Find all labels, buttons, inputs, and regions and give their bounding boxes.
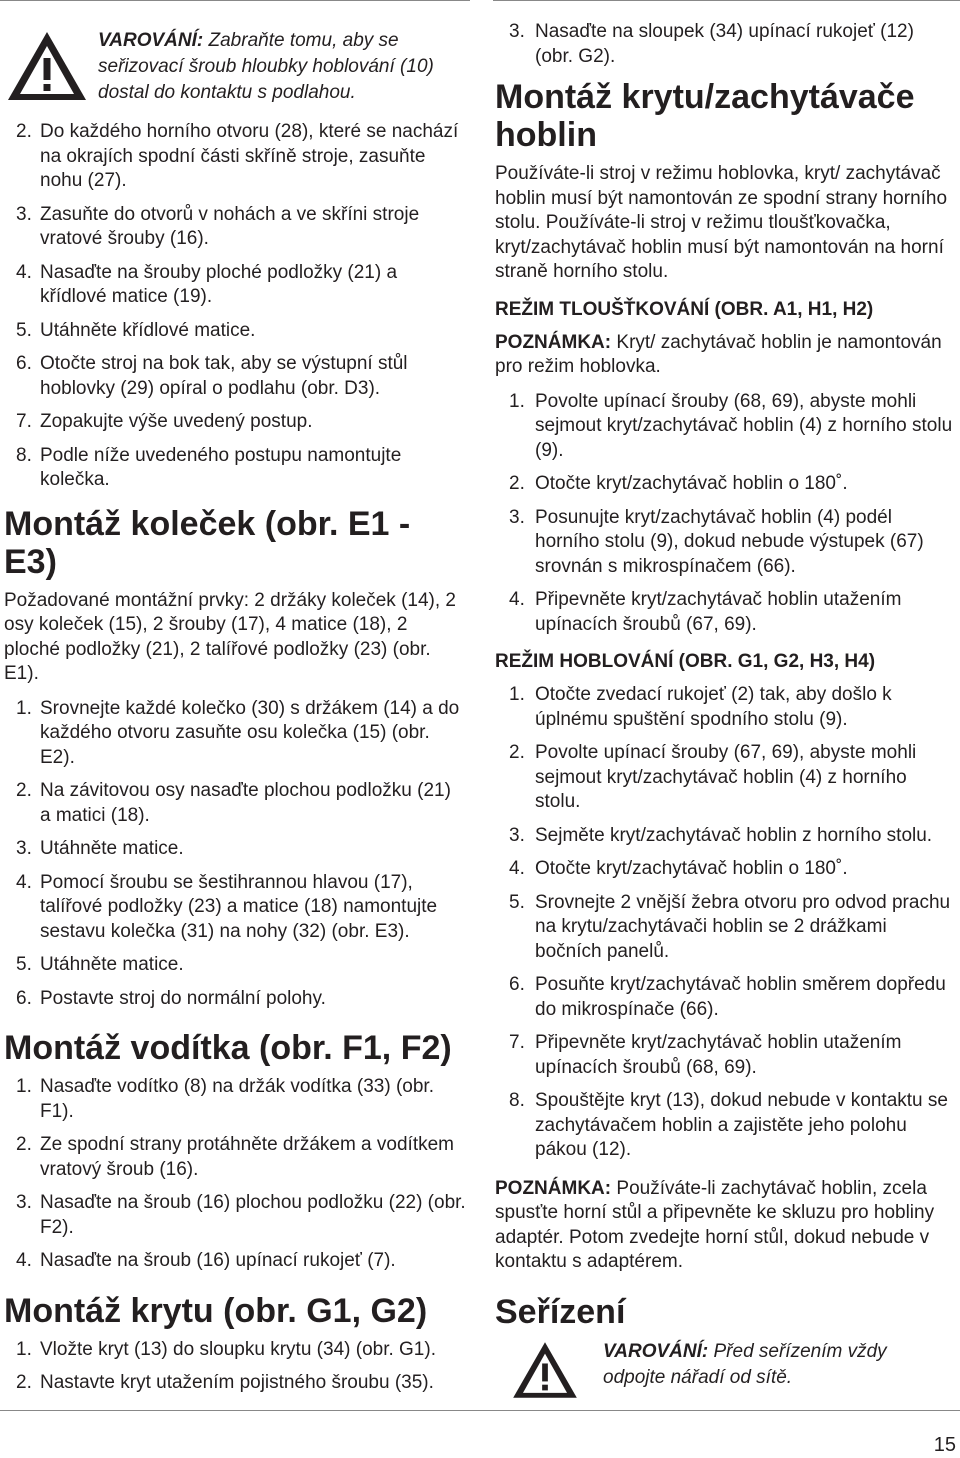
list-item xyxy=(4,1338,466,1363)
step-text: Otočte kryt/zachytávač hoblin o 180˚. xyxy=(535,858,848,879)
step-text: Posunujte kryt/zachytávač hoblin (4) podél horního stolu (9), dokud nebude výstupek (67) srovnán s mikrospínačem (66). xyxy=(535,506,924,577)
heading-planing: REŽIM HOBLOVÁNÍ (OBR. G1, G2, H3, H4) xyxy=(495,651,876,672)
step-number: 5. xyxy=(16,954,32,975)
note-text: Používáte-li zachytávač hoblin, zcela spusťte horní stůl a připevněte ke skluzu pro hobliny adaptér. Potom zvedejte horní stůl, dokud nebude v kontaktu s adaptérem. xyxy=(495,1177,935,1272)
heading-thicknessing: REŽIM TLOUŠŤKOVÁNÍ (OBR. A1, H1, H2) xyxy=(495,298,874,320)
list-item xyxy=(495,683,953,732)
step-text: Zopakujte výše uvedený postup. xyxy=(40,411,313,432)
step-number: 4. xyxy=(509,858,525,879)
list-item xyxy=(495,857,953,882)
page-number: 15 xyxy=(933,1434,956,1456)
step-number: 6. xyxy=(509,974,525,995)
step-number: 4. xyxy=(16,1250,32,1271)
list-item xyxy=(495,891,953,965)
step-number: 4. xyxy=(16,871,32,893)
step-text: Nasaďte vodítko (8) na držák vodítka (33) (obr. F1). xyxy=(40,1076,434,1122)
list-item xyxy=(495,588,953,637)
step-text: Nasaďte na šrouby ploché podložky (21) a křídlové matice (19). xyxy=(40,261,398,307)
note-adapter xyxy=(495,1177,953,1275)
step-text: Otočte stroj na bok tak, aby se výstupní stůl hoblovky (29) opíral o podlahu (obr. D3). xyxy=(40,353,408,399)
warning-text: Před seřízením vždy odpojte nářadí od sítě. xyxy=(603,1340,887,1388)
list-item xyxy=(495,1031,953,1080)
list-item xyxy=(4,1249,466,1274)
step-text: Sejměte kryt/zachytávač hoblin z horního stolu. xyxy=(535,824,933,846)
step-number: 3. xyxy=(509,506,525,528)
heading-cover: Montáž krytu (obr. G1, G2) xyxy=(4,1291,428,1330)
step-text: Nasaďte na sloupek (34) upínací rukojeť (12) (obr. G2). xyxy=(535,21,914,67)
list-item xyxy=(495,506,953,580)
step-number: 5. xyxy=(16,319,32,341)
note-label: POZNÁMKA: xyxy=(495,1177,612,1199)
fence-steps-list xyxy=(4,1075,466,1274)
warning-triangle-icon xyxy=(4,28,90,104)
step-number: 3. xyxy=(509,21,525,42)
list-item xyxy=(4,1133,466,1182)
step-text: Povolte upínací šrouby (67, 69), abyste mohli sejmout kryt/zachytávač hoblin (4) z horního stolu. xyxy=(535,742,917,812)
step-text: Zasuňte do otvorů v nohách a ve skříni stroje vratové šrouby (16). xyxy=(40,203,420,249)
step-text: Otočte zvedací rukojeť (2) tak, aby došlo k úplnému spuštění spodního stolu (9). xyxy=(535,684,892,730)
step-number: 5. xyxy=(509,891,525,913)
planing-steps-list xyxy=(495,683,953,1163)
divider-top-right xyxy=(493,0,960,1)
warning-triangle-icon xyxy=(495,1339,595,1401)
step-text: Utáhněte matice. xyxy=(40,838,184,859)
step-text: Povolte upínací šrouby (68, 69), abyste mohli sejmout kryt/zachytávač hoblin (4) z horního stolu (9). xyxy=(535,390,953,461)
step-number: 3. xyxy=(16,203,32,225)
heading-wheels: Montáž koleček (obr. E1 - E3) xyxy=(4,504,411,581)
right-column xyxy=(495,20,953,1415)
heading-adjustment: Seřízení xyxy=(495,1292,626,1331)
heading-fence: Montáž vodítka (obr. F1, F2) xyxy=(4,1029,452,1067)
list-item xyxy=(495,741,953,815)
step-number: 6. xyxy=(16,987,32,1009)
warning-label: VAROVÁNÍ: xyxy=(603,1340,709,1362)
step-text: Posuňte kryt/zachytávač hoblin směrem dopředu do mikrospínače (66). xyxy=(535,974,946,1020)
note-thicknessing xyxy=(495,331,953,380)
warning-label: VAROVÁNÍ: xyxy=(98,30,204,51)
step-number: 2. xyxy=(509,473,525,494)
steps-top-list xyxy=(495,20,953,69)
list-item xyxy=(495,472,953,497)
step-text: Postavte stroj do normální polohy. xyxy=(40,987,326,1009)
step-text: Otočte kryt/zachytávač hoblin o 180˚. xyxy=(535,473,848,494)
step-text: Připevněte kryt/zachytávač hoblin utažením upínacích šroubů (68, 69). xyxy=(535,1032,902,1078)
step-number: 3. xyxy=(16,838,32,859)
list-item xyxy=(4,120,466,194)
heading-guard: Montáž krytu/zachytávače hoblin xyxy=(495,78,915,154)
step-text: Utáhněte matice. xyxy=(40,954,184,975)
list-item xyxy=(4,444,466,493)
note-text: Kryt/ zachytávač hoblin je namontován pro režim hoblovka. xyxy=(495,331,942,377)
step-text: Podle níže uvedeného postupu namontujte kolečka. xyxy=(40,444,402,490)
thicknessing-steps-list xyxy=(495,390,953,638)
step-number: 2. xyxy=(16,1372,32,1393)
step-text: Srovnejte 2 vnější žebra otvoru pro odvod prachu na krytu/zachytávači hoblin se 2 drážkami bočních panelů. xyxy=(535,891,951,962)
warning-block-adjustment xyxy=(495,1339,953,1401)
step-text: Nasaďte na šroub (16) upínací rukojeť (7). xyxy=(40,1250,396,1271)
guard-intro: Používáte-li stroj v režimu hoblovka, kryt/ zachytávač hoblin musí být namontován ze spodní strany horního stolu. Používáte-li stroj v režimu tloušťkovačka, kryt/zachytávač hoblin musí být namontován na horní straně horního stolu. xyxy=(495,163,948,282)
list-item xyxy=(4,987,466,1012)
step-number: 1. xyxy=(16,1076,32,1097)
list-item xyxy=(495,824,953,849)
list-item xyxy=(4,261,466,310)
step-number: 2. xyxy=(16,1134,32,1155)
list-item xyxy=(495,20,953,69)
note-label: POZNÁMKA: xyxy=(495,331,612,353)
step-number: 1. xyxy=(16,1338,32,1360)
step-text: Nastavte kryt utažením pojistného šroubu (35). xyxy=(40,1372,434,1393)
left-column xyxy=(4,14,466,1405)
list-item xyxy=(4,697,466,771)
list-item xyxy=(4,352,466,401)
cover-steps-list xyxy=(4,1338,466,1396)
list-item xyxy=(4,203,466,252)
step-text: Připevněte kryt/zachytávač hoblin utažením upínacích šroubů (67, 69). xyxy=(535,589,902,635)
step-text: Do každého horního otvoru (28), které se nachází na okrajích spodní části skříně stroje, zasuňte nohu (27). xyxy=(40,121,459,191)
step-text: Spouštějte kryt (13), dokud nebude v kontaktu se zachytávačem hoblin a zajistěte jeho polohu pákou (12). xyxy=(535,1090,948,1160)
step-number: 7. xyxy=(509,1032,525,1053)
step-text: Nasaďte na šroub (16) plochou podložku (22) (obr. F2). xyxy=(40,1192,466,1238)
wheels-intro: Požadované montážní prvky: 2 držáky koleček (14), 2 osy koleček (15), 2 šrouby (17), 4 matice (18), 2 ploché podložky (21), 2 talířové podložky (23) (obr. E1). xyxy=(4,589,457,684)
list-item xyxy=(4,410,466,435)
step-number: 3. xyxy=(509,824,525,846)
step-number: 1. xyxy=(509,390,525,412)
step-text: Pomocí šroubu se šestihrannou hlavou (17), talířové podložky (23) a matice (18) namontujte sestavu kolečka (31) na nohy (32) (obr. E3). xyxy=(40,871,438,942)
list-item xyxy=(4,779,466,828)
step-number: 2. xyxy=(509,742,525,763)
step-number: 4. xyxy=(509,589,525,610)
list-item xyxy=(4,837,466,862)
step-number: 2. xyxy=(16,780,32,801)
list-item xyxy=(4,871,466,945)
step-number: 3. xyxy=(16,1192,32,1213)
step-text: Ze spodní strany protáhněte držákem a vodítkem vratový šroub (16). xyxy=(40,1134,454,1180)
steps-list xyxy=(4,120,466,493)
step-number: 8. xyxy=(16,444,32,466)
step-text: Vložte kryt (13) do sloupku krytu (34) (obr. G1). xyxy=(40,1338,436,1360)
wheels-steps-list xyxy=(4,697,466,1012)
step-text: Srovnejte každé kolečko (30) s držákem (14) a do každého otvoru zasuňte osu kolečka (15) (obr. E2). xyxy=(40,697,460,768)
step-number: 1. xyxy=(16,697,32,719)
list-item xyxy=(495,390,953,464)
step-number: 2. xyxy=(16,121,32,142)
list-item xyxy=(495,973,953,1022)
step-number: 4. xyxy=(16,261,32,283)
list-item xyxy=(4,953,466,978)
step-number: 7. xyxy=(16,411,32,432)
divider-top-left xyxy=(0,0,470,1)
list-item xyxy=(4,1191,466,1240)
warning-block xyxy=(4,28,466,106)
warning-text: Zabraňte tomu, aby se seřizovací šroub hloubky hoblování (10) dostal do kontaktu s podlahou. xyxy=(98,30,434,103)
list-item xyxy=(4,319,466,344)
step-number: 8. xyxy=(509,1090,525,1111)
step-text: Na závitovou osy nasaďte plochou podložku (21) a matici (18). xyxy=(40,780,451,826)
divider-bottom xyxy=(0,1410,960,1411)
step-text: Utáhněte křídlové matice. xyxy=(40,319,256,341)
list-item xyxy=(495,1089,953,1163)
step-number: 1. xyxy=(509,684,525,705)
step-number: 6. xyxy=(16,353,32,374)
list-item xyxy=(4,1371,466,1396)
list-item xyxy=(4,1075,466,1124)
